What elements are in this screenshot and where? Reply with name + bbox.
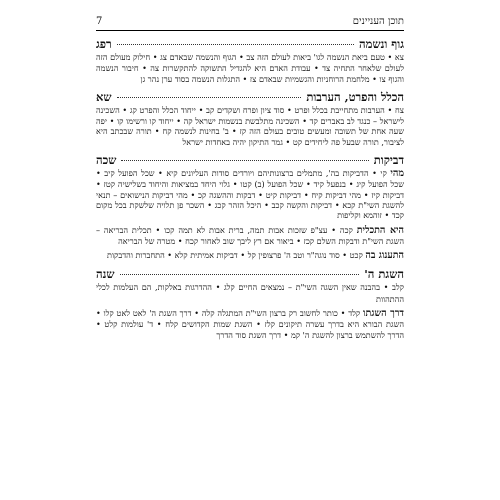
- toc-entry-paragraph: [96, 250, 404, 261]
- toc-section-heading: [96, 37, 404, 51]
- toc-section-heading: [96, 267, 404, 281]
- entry-text: קי • הדביקות בה', מתמלים ברצונותיהם ויורדים סודות העליונים קיא • שכל הפועל קיב • שכל הפועל קיג • בנפעל קיד • שכל הפועל (ב) קטו • גלוי היחד במציאות והיחוד בשלישיה קטז • דביקות קיז • מהי דביקות קיח • דביקות קיט • דבקות וההשגה קכ • מהי דביקות הנישואים – תנאי להשגת השי"ת קכא • דביקות והקשה קכב • היכל הזהר קכג • השכר פן תלויה שלשקת בכל מקום קכד • זוהמא וקליפות: [96, 168, 404, 221]
- section-title: דביקות: [373, 153, 404, 168]
- entry-lead: דרך השגתו: [363, 308, 404, 320]
- toc-section: [96, 153, 404, 261]
- page-header: [96, 9, 404, 27]
- section-page-ref: שא: [96, 89, 112, 104]
- toc-entry-paragraph: [96, 308, 404, 340]
- section-page-ref: שנה: [96, 267, 115, 282]
- toc-section: [96, 37, 404, 84]
- toc-section-heading: [96, 153, 404, 167]
- dot-leader: [121, 160, 368, 161]
- toc-section: [96, 267, 404, 339]
- entry-text: צח • הערבות מתחייבת בכלל ופרט • סוד ציון ופרח ושקדים קב • ייחוד הכלל והפרט קג • השכינה לישראל – כנגד לב באברים קד • השכינה מתלבשת בנשמות ישראל קה • ייחוד קו ורשימו קו • יפה שעה אחת של תשובה ומעשים טובים בעולם הזה קז • ב' בחינות לנשמה קח • תורה שבכתב היא לציבור, תורה שבעל פה ליחידים קט • גמר התיקון יהיה באחדות ישראל: [96, 104, 404, 147]
- running-title: תוכן העניינים: [352, 16, 404, 27]
- entry-text: קכט • סוד נוגה"ר וטב ה' פרצופין קל • דביקות אמיתית קלא • התחברות והדבקות: [107, 250, 363, 261]
- toc-entry-paragraph: [96, 225, 404, 247]
- entry-text: קלד • כותר לחשוב רק ברצון השי"ת המתגלה קלה • דרך השגת ה' לאט לאט קלו • השגת הבורא היא בדרך עשרה תיקונים קלז • השגת שמות הקדושים קלח • ד' עולמות קלט • הדרך להשתמש ברצון להשגת ה' קמ • דרך השגת סוד הדרך: [96, 308, 404, 340]
- entry-text: קלב • בהבנה שאין השגה השי"ת – נמצאים החיים קלג • ההדרגות באלקות, הם העלמות לכלי ההתהוות: [96, 282, 404, 304]
- toc-entry-paragraph: [96, 105, 404, 147]
- section-title: הכלל והפרט, הערבות: [306, 89, 404, 104]
- page-number: 7: [96, 16, 103, 27]
- section-title: גוף ונשמה: [359, 37, 404, 51]
- entry-lead: התענוג בה: [365, 250, 404, 262]
- toc-section-heading: [96, 90, 404, 104]
- section-page-ref: שכה: [96, 153, 117, 168]
- entry-text: קכה • עצ"פ שזכות אבות תמה, ברית אבות לא תמה קכו • תכלית הבריאה – השגת השי"ת ודבקות השלם קכז • ביאור אם רץ ליבך שוב לאחור קכח • מטרה של הבריאה: [96, 224, 404, 246]
- toc-section: [96, 90, 404, 147]
- table-of-contents: [96, 37, 404, 346]
- entry-text: צא • טעם ביאת הנשמה לגו' ביאות לעולם הזה צב • הגוף והנשמה שבאדם צג • חילוק מעולם הזה לעולם שלאחר התחיה צד • עבודת האדם היא להגדיל התשוקה להתקשרות צה • חיבור הנשמה והגוף צו • מלחמת הרוחניות והגשמיות שבאדם צז • התגלות הנשמה בסוד ערן נהר גן: [96, 52, 404, 84]
- toc-entry-paragraph: [96, 282, 404, 304]
- dot-leader: [117, 97, 302, 98]
- dot-leader: [117, 44, 354, 45]
- dot-leader: [120, 274, 360, 275]
- section-page-ref: רפג: [96, 37, 112, 51]
- toc-entry-paragraph: [96, 52, 404, 84]
- header-divider: [96, 30, 404, 31]
- entry-lead: מהי: [390, 168, 404, 180]
- toc-entry-paragraph: [96, 168, 404, 220]
- entry-lead: היא התכלית: [356, 224, 405, 236]
- section-title: השגת ה': [364, 267, 404, 282]
